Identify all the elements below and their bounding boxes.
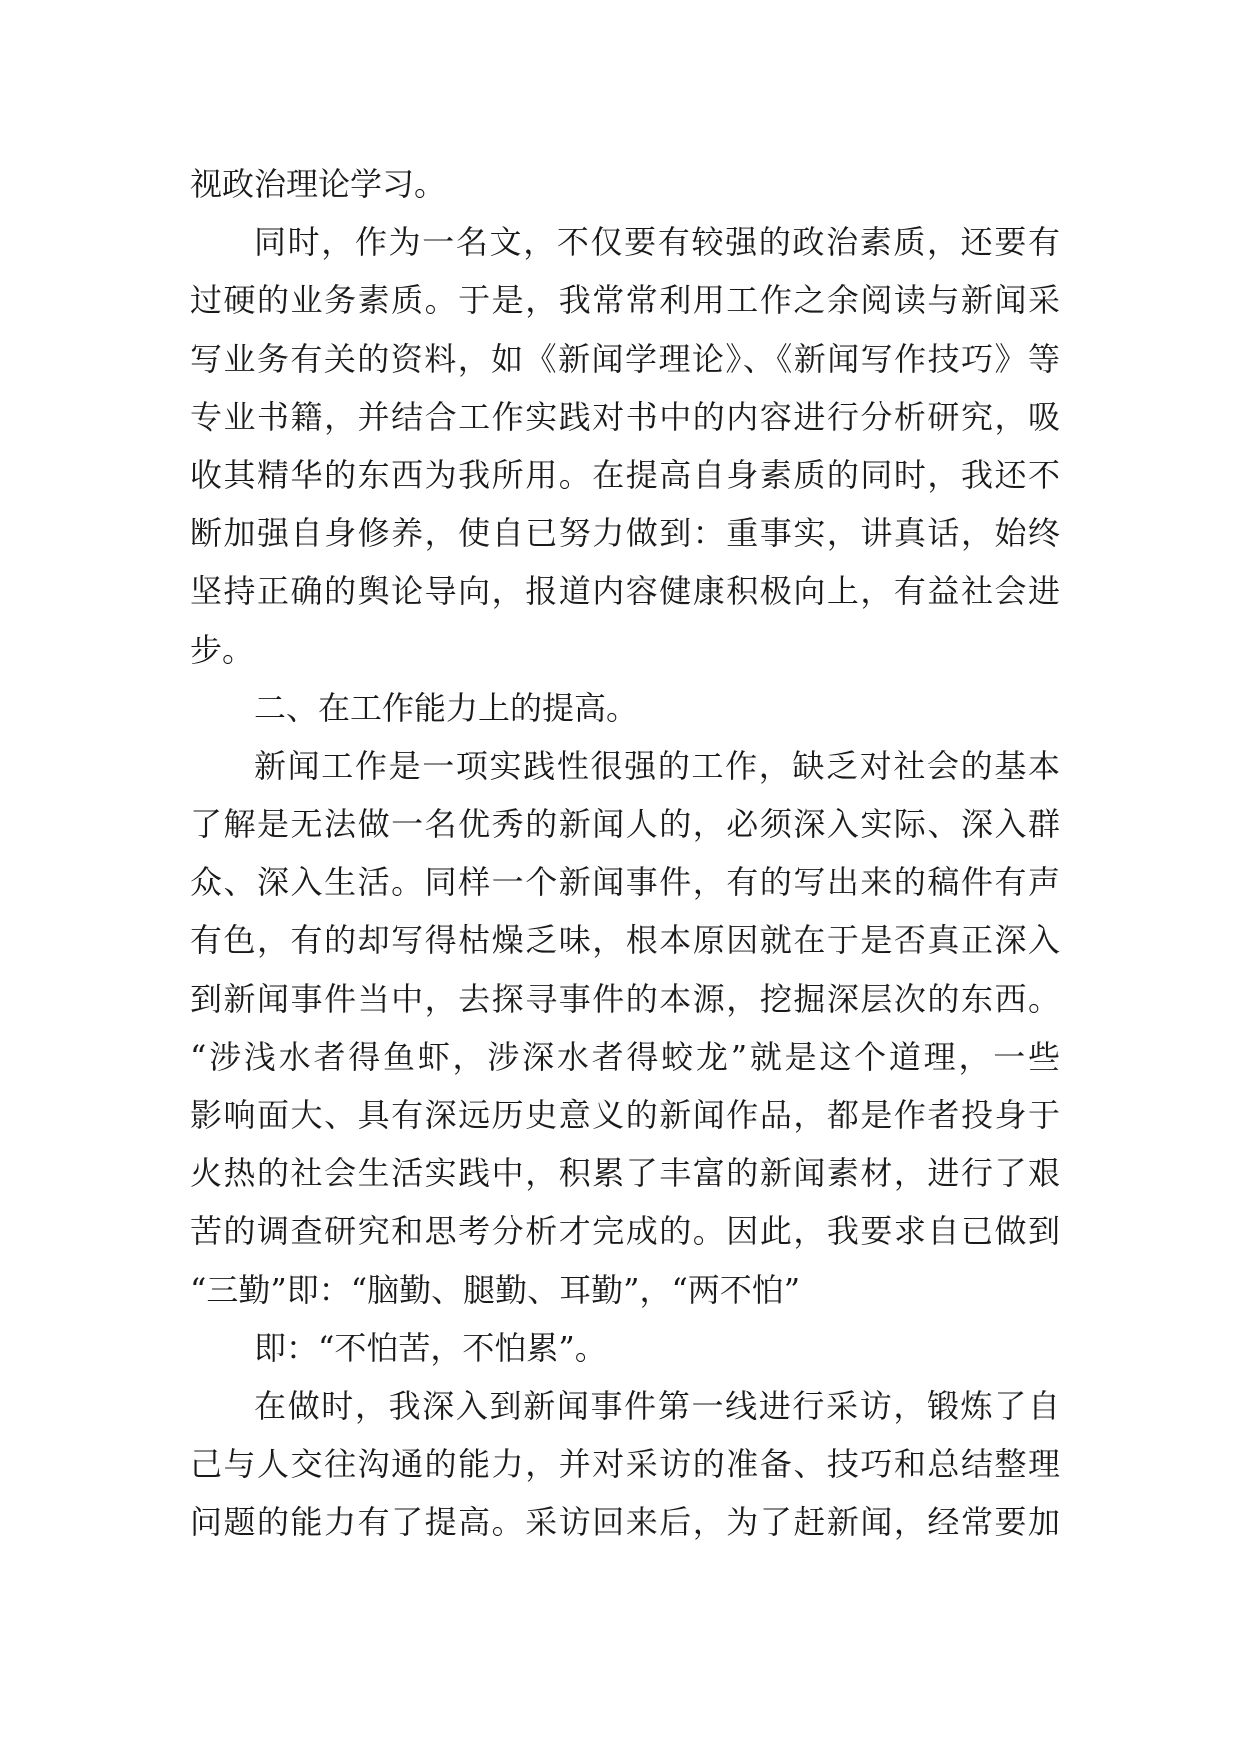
text-line: 火热的社会生活实践中，积累了丰富的新闻素材，进行了艰	[190, 1154, 1060, 1193]
text-line: 众、深入生活。同样一个新闻事件，有的写出来的稿件有声	[190, 863, 1060, 902]
text-line: 写业务有关的资料，如《新闻学理论》、《新闻写作技巧》等	[190, 339, 1060, 378]
text-line: 收其精华的东西为我所用。在提高自身素质的同时，我还不	[190, 455, 1060, 494]
text-line: 在做时，我深入到新闻事件第一线进行采访，锻炼了自	[254, 1386, 1060, 1425]
text-line: 有色，有的却写得枯燥乏味，根本原因就在于是否真正深入	[190, 921, 1060, 960]
text-line: 同时，作为一名文，不仅要有较强的政治素质，还要有	[254, 223, 1060, 262]
text-line: 到新闻事件当中，去探寻事件的本源，挖掘深层次的东西。	[190, 979, 1060, 1018]
text-line: 步。	[190, 630, 255, 669]
text-line: 己与人交往沟通的能力，并对采访的准备、技巧和总结整理	[190, 1445, 1060, 1484]
text-line: 苦的调查研究和思考分析才完成的。因此，我要求自已做到	[190, 1212, 1060, 1251]
text-line: 视政治理论学习。	[190, 165, 447, 203]
text-line: 了解是无法做一名优秀的新闻人的，必须深入实际、深入群	[190, 805, 1060, 844]
text-line: “涉浅水者得鱼虾，涉深水者得蛟龙”就是这个道理，一些	[190, 1037, 1060, 1076]
text-line: 专业书籍，并结合工作实践对书中的内容进行分析研究，吸	[190, 397, 1060, 436]
document-body	[190, 155, 1060, 1552]
text-line: 问题的能力有了提高。采访回来后，为了赶新闻，经常要加	[190, 1503, 1060, 1542]
text-line: 即：“不怕苦，不怕累”。	[254, 1328, 607, 1367]
text-line: 过硬的业务素质。于是，我常常利用工作之余阅读与新闻采	[190, 281, 1060, 320]
section-heading: 二、在工作能力上的提高。	[254, 688, 639, 727]
text-line: 坚持正确的舆论导向，报道内容健康积极向上，有益社会进	[190, 572, 1060, 611]
text-line: 新闻工作是一项实践性很强的工作，缺乏对社会的基本	[254, 746, 1060, 785]
text-line: 影响面大、具有深远历史意义的新闻作品，都是作者投身于	[190, 1096, 1060, 1134]
text-line: 断加强自身修养，使自已努力做到：重事实，讲真话，始终	[190, 514, 1060, 553]
text-line: “三勤”即：“脑勤、腿勤、耳勤”，“两不怕”	[190, 1270, 801, 1309]
